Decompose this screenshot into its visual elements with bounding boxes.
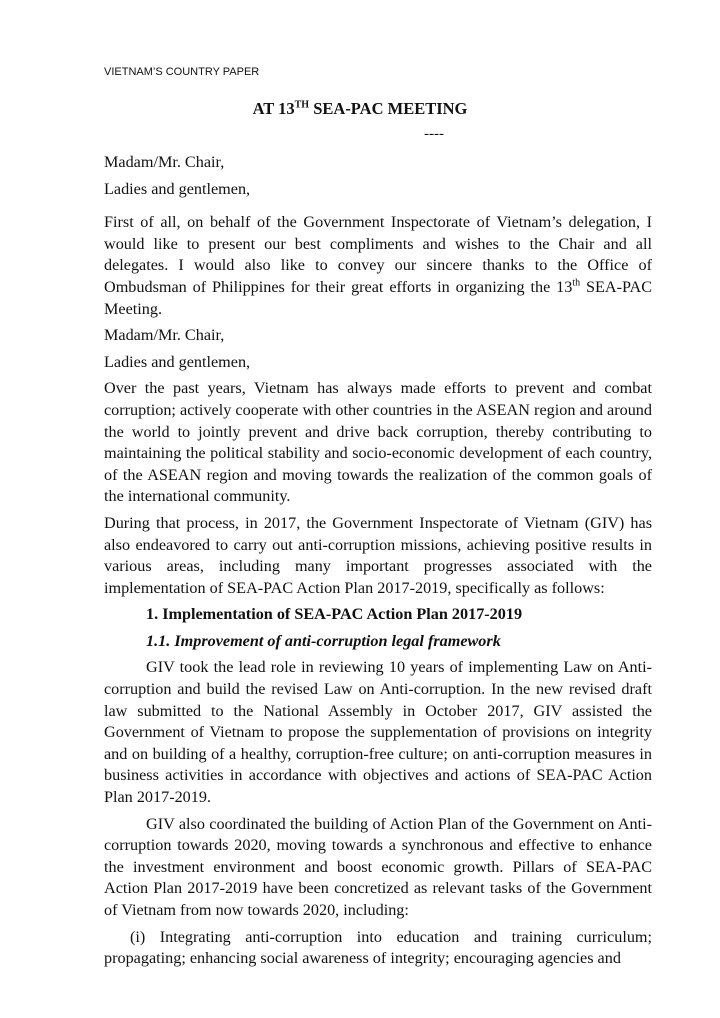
document-title bbox=[0, 99, 720, 119]
section-heading-1: 1. Implementation of SEA-PAC Action Plan 2017-2019 bbox=[146, 605, 523, 624]
title-superscript: TH bbox=[294, 99, 310, 111]
paragraph-review: GIV took the lead role in reviewing 10 years of implementing Law on Anti-corruption and build the revised Law on Anti-corruption. In the new revised draft law submitted to the National Assembly in October 2017, GIV assisted the Government of Vietnam to propose the supplementation of provisions on integrity and on building of a healthy, corruption-free culture; on anti-corruption measures in business activities in accordance with objectives and actions of SEA-PAC Action Plan 2017-2019. bbox=[104, 658, 652, 807]
salutation-ladies-2: Ladies and gentlemen, bbox=[104, 352, 251, 371]
salutation-chair-2: Madam/Mr. Chair, bbox=[104, 326, 225, 345]
paragraph-intro bbox=[104, 212, 652, 320]
intro-text: First of all, on behalf of the Government Inspectorate of Vietnam’s delegation, I would like to present our best compliments and wishes to the Chair and all delegates. I would also like to convey our sincere thanks to the Office of Ombudsman of Philippines for their great efforts in organizing the 13 bbox=[104, 213, 652, 296]
intro-tail: SEA-PAC Meeting. bbox=[104, 277, 652, 318]
document-body bbox=[104, 152, 652, 970]
paragraph-item-1: (i) Integrating anti-corruption into education and training curriculum; propagating; enhancing social awareness of integrity; encouraging agencies and bbox=[104, 927, 652, 968]
intro-superscript: th bbox=[572, 277, 581, 289]
paragraph-process: During that process, in 2017, the Government Inspectorate of Vietnam (GIV) has also endeavored to carry out anti-corruption missions, achieving positive results in various areas, including many important progresses associated with the implementation of SEA-PAC Action Plan 2017-2019, specifically as follows: bbox=[104, 513, 652, 597]
title-prefix: AT 13 bbox=[252, 99, 295, 118]
salutation-chair: Madam/Mr. Chair, bbox=[104, 153, 225, 171]
title-separator: ---- bbox=[424, 126, 444, 142]
paragraph-coordinate: GIV also coordinated the building of Action Plan of the Government on Anti-corruption towards 2020, moving towards a synchronous and effective to enhance the investment environment and boost economic growth. Pillars of SEA-PAC Action Plan 2017-2019 have been concretized as relevant tasks of the Government of Vietnam from now towards 2020, including: bbox=[104, 814, 652, 919]
salutation-ladies: Ladies and gentlemen, bbox=[104, 179, 251, 198]
section-heading-1-1: 1.1. Improvement of anti-corruption legal framework bbox=[146, 631, 501, 650]
paragraph-efforts: Over the past years, Vietnam has always made efforts to prevent and combat corruption; actively cooperate with other countries in the ASEAN region and around the world to jointly prevent and drive back corruption, thereby contributing to maintaining the political stability and socio-economic development of each country, of the ASEAN region and moving towards the realization of the common goals of the international community. bbox=[104, 379, 652, 506]
running-header: VIETNAM’S COUNTRY PAPER bbox=[104, 66, 260, 78]
title-rest: SEA-PAC MEETING bbox=[309, 99, 468, 118]
